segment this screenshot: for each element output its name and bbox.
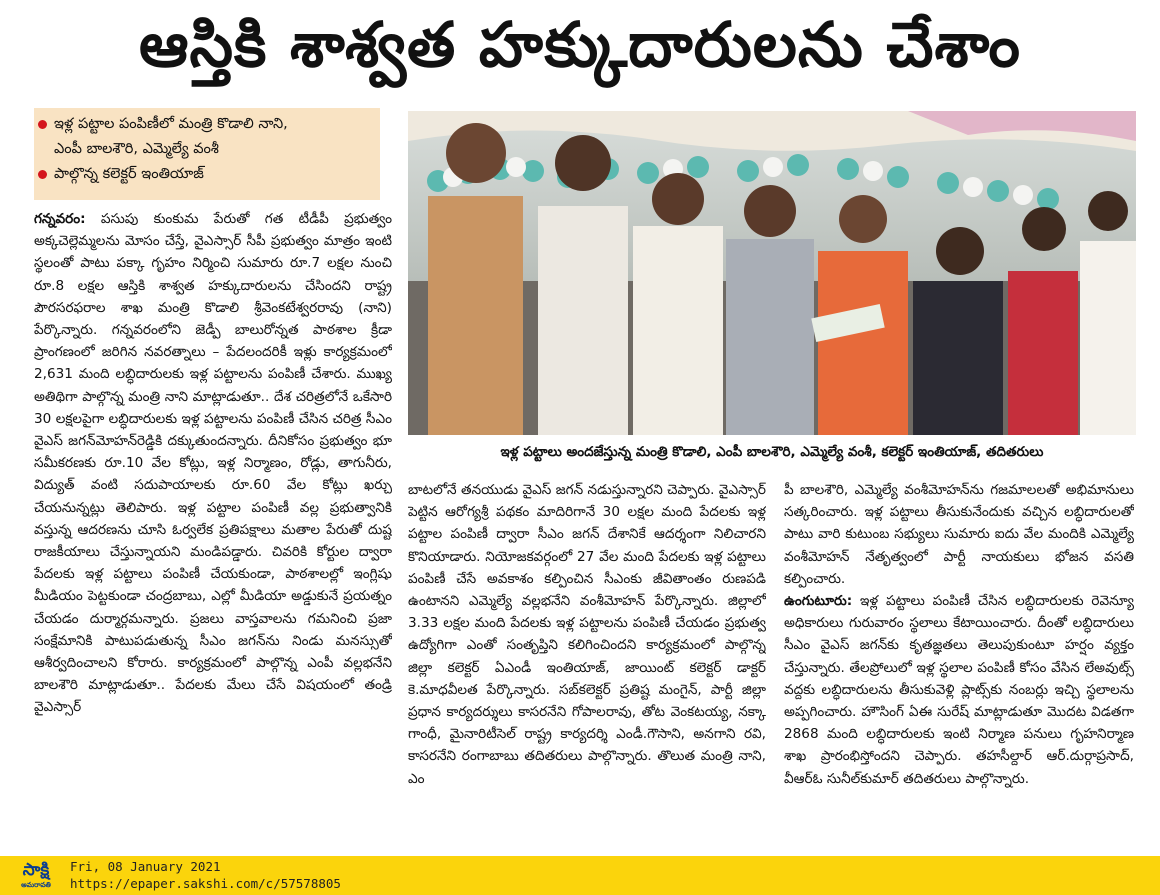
sakshi-logo: [10, 859, 62, 892]
bullet-dot-icon: [38, 120, 47, 129]
article-column-2: [408, 479, 766, 856]
publish-date: Fri, 08 January 2021: [70, 859, 221, 874]
footer-bar: [0, 856, 1160, 895]
news-photo: [408, 111, 1136, 435]
headline: ఆస్తికి శాశ్వత హక్కుదారులను చేశాం: [139, 8, 1021, 81]
event-photo-illustration: [408, 111, 1136, 435]
highlight-item: [38, 162, 374, 187]
article-text: పసుపు కుంకుమ పేరుతో గత టీడీపీ ప్రభుత్వం అక్కచెల్లెమ్మలను మోసం చేస్తే, వైఎస్సార్ సీపీ ప్రభుత్వం మాత్రం ఇంటి స్థలంతో పాటు పక్కా గృహం నిర్మించి సుమారు రూ.7 లక్షల నుంచి రూ.8 లక్షల ఆస్తికి శాశ్వత హక్కుదారులను చేసిందని రాష్ట్ర పౌరసరఫరాల శాఖ మంత్రి కొడాలి శ్రీవెంకటేశ్వరరావు (నాని) పేర్కొన్నారు. గన్నవరంలోని జెడ్పీ బాలురోన్నత పాఠశాల క్రీడా ప్రాంగణంలో జరిగిన నవరత్నాలు – పేదలందరికీ ఇళ్లు కార్యక్రమంలో 2,631 మంది లబ్ధిదారులకు ఇళ్ల పట్టాలను పంపిణీ చేశారు. ముఖ్య అతిథిగా పాల్గొన్న మంత్రి నాని మాట్లాడుతూ.. దేశ చరిత్రలోనే ఒకేసారి 30 లక్షలపైగా లబ్ధిదారులకు ఇళ్ల పట్టాలను పంపిణీ చేసిన చరిత్ర సీఎం వైఎస్ జగన్‌మోహన్‌రెడ్డికి దక్కుతుందన్నారు. దీనికోసం ప్రభుత్వం భూ సమీకరణకు రూ.10 వేల కోట్లు, ఇళ్ల నిర్మాణం, రోడ్లు, తాగునీరు, విద్యుత్ వంటి సదుపాయాలకు రూ.60 వేల కోట్లు ఖర్చు చేయనున్నట్లు తెలిపారు. ఇళ్ల పట్టాల పంపిణీ వల్ల ప్రభుత్వానికి వస్తున్న ఆదరణను చూసి ఓర్వలేక ప్రతిపక్షాలు మతాల పేరుతో దుష్ట రాజకీయాలు చేస్తున్నాయని మండిపడ్డారు. చివరికి కోర్టుల ద్వారా పేదలకు ఇళ్ల పట్టాలు పంపిణీ చేయకుండా, పాఠశాలల్లో ఇంగ్లిషు మీడియం పెట్టకుండా చంద్రబాబు, ఎల్లో మీడియా అడ్డుకునే ప్రయత్నం చేయడం దుర్మార్గమన్నారు. ప్రజలు వాస్తవాలను గమనించి ప్రజా సంక్షేమానికి పాటుపడుతున్న సీఎం జగన్‌ను నిండు మనస్సుతో ఆశీర్వదించాలని కోరారు. కార్యక్రమంలో పాల్గొన్న ఎంపీ వల్లభనేని బాలశౌరి మాట్లాడుతూ.. పేదలకు మేలు చేసే విషయంలో తండ్రి వైఎస్సార్: [34, 211, 392, 716]
photo-caption: ఇళ్ల పట్టాలు అందజేస్తున్న మంత్రి కొడాలి, ఎంపీ బాలశౌరి, ఎమ్మెల్యే వంశీ, కలెక్టర్ ఇంతియాజ్, తదితరులు: [500, 444, 1044, 460]
logo-subtext: అమరావతి: [21, 881, 51, 889]
article-text: ఇళ్ల పట్టాలు పంపిణీ చేసిన లబ్ధిదారులకు రెవెన్యూ అధికారులు గురువారం స్థలాలు కేటాయించారు. దీంతో లబ్ధిదారులు సీఎం వైఎస్ జగన్‌కు కృతజ్ఞతలు తెలుపుకుంటూ హర్షం వ్యక్తం చేస్తున్నారు. తేలప్రోలులో ఇళ్ల స్థలాల పంపిణీ కోసం వేసిన లేఅవుట్స్ వద్దకు లబ్ధిదారులను తీసుకువెళ్లి ప్లాట్స్‌కు నంబర్లు ఇచ్చి స్థలాలను అప్పగించారు. హౌసింగ్ ఏఈ సురేష్ మాట్లాడుతూ మొదట విడతగా 2868 మంది లబ్ధిదారులకు ఇంటి నిర్మాణ పనులు గృహనిర్మాణ శాఖ ప్రారంభిస్తోందని చెప్పారు. తహసీల్దార్ ఆర్.దుర్గాప్రసాద్, వీఆర్ఓ సునీల్‌కుమార్ తదితరులు పాల్గొన్నారు.: [784, 593, 1134, 787]
source-url[interactable]: https://epaper.sakshi.com/c/57578805: [70, 876, 341, 891]
footer-info: [70, 858, 341, 892]
highlight-text: ఎంపీ బాలశౌరి, ఎమ్మెల్యే వంశీ: [54, 141, 219, 157]
highlight-text: పాల్గొన్న కలెక్టర్ ఇంతియాజ్: [54, 166, 204, 182]
logo-text: సాక్షి: [22, 860, 50, 880]
article-column-1: [34, 208, 392, 856]
highlight-text: ఇళ్ల పట్టాల పంపిణీలో మంత్రి కొడాలి నాని,: [54, 116, 288, 132]
highlight-item-cont: [38, 137, 374, 162]
bullet-dot-icon: [38, 170, 47, 179]
highlight-item: [38, 112, 374, 137]
dateline: గన్నవరం:: [34, 211, 86, 227]
highlights-box: [34, 108, 380, 200]
article-text: పీ బాలశౌరి, ఎమ్మెల్యే వంశీమోహన్‌ను గజమాలలతో అభిమానులు సత్కరించారు. ఇళ్ల పట్టాలు తీసుకునేందుకు వచ్చిన లబ్ధిదారులతో పాటు వారి కుటుంబ సభ్యులు సుమారు ఐదు వేల మందికి ఎమ్మెల్యే వంశీమోహన్ నేతృత్వంలో పార్టీ నాయకులు భోజన వసతి కల్పించారు.: [784, 482, 1134, 587]
article-text: బాటలోనే తనయుడు వైఎస్ జగన్ నడుస్తున్నారని చెప్పారు. వైఎస్సార్ పెట్టిన ఆరోగ్యశ్రీ పథకం మాదిరిగానే 30 లక్షల మంది పేదలకు ఇళ్ల పట్టాల పంపిణీ ద్వారా సీఎం జగన్ దేశానికే ఆదర్శంగా నిలిచారని కొనియాడారు. నియోజకవర్గంలో 27 వేల మంది పేదలకు ఇళ్ల పట్టాలు పంపిణీ చేసే అవకాశం కల్పించిన సీఎంకు జీవితాంతం రుణపడి ఉంటానని ఎమ్మెల్యే వల్లభనేని వంశీమోహన్ పేర్కొన్నారు. జిల్లాలో 3.33 లక్షల మంది పేదలకు ఇళ్ల పట్టాలను పంపిణీ చేయడం ప్రభుత్వ ఉద్యోగిగా ఎంతో సంతృప్తిని కలిగించిందని కార్యక్రమంలో పాల్గొన్న జిల్లా కలెక్టర్ ఏఎండీ ఇంతియాజ్, జాయింట్ కలెక్టర్ డాక్టర్ కె.మాధవీలత పేర్కొన్నారు. సబ్‌కలెక్టర్ ప్రతిష్ట మంగైన్, పార్టీ జిల్లా ప్రధాన కార్యదర్శులు కాసరనేని గోపాలరావు, తోట వెంకటయ్య, నక్కా గాంధీ, మైనారిటీసెల్ రాష్ట్ర కార్యదర్శి ఎండీ.గౌసాని, అనగాని రవి, కాసరనేని రంగాబాబు తదితరులు పాల్గొన్నారు. తొలుత మంత్రి నాని, ఎం: [408, 482, 766, 787]
dateline: ఉంగుటూరు:: [784, 593, 853, 610]
article-column-3: [784, 479, 1134, 856]
